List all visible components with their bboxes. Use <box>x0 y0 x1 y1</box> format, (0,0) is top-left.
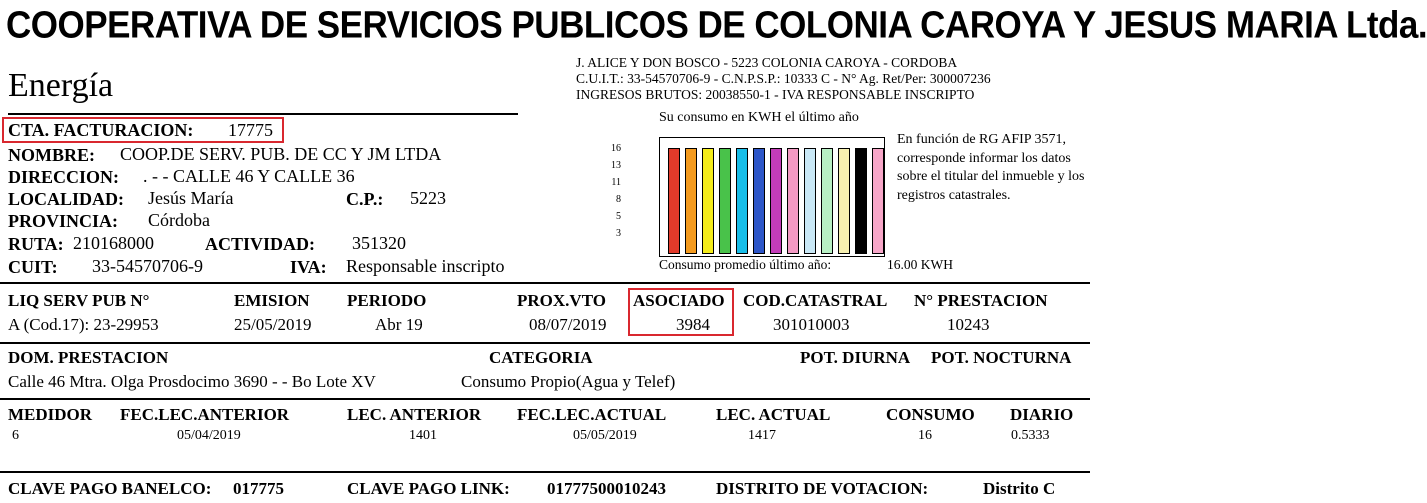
iva-label: IVA: <box>290 257 327 277</box>
consumption-bar <box>702 148 714 254</box>
asociado-value: 3984 <box>676 315 710 334</box>
cta-value: 17775 <box>228 120 273 140</box>
liq-header: LIQ SERV PUB N° <box>8 291 150 310</box>
medidor-header: MEDIDOR <box>8 405 93 424</box>
consumption-bar <box>872 148 884 254</box>
distrito-label: DISTRITO DE VOTACION: <box>716 479 929 498</box>
prestacion-header: N° PRESTACION <box>914 291 1048 310</box>
consumption-chart <box>659 137 885 257</box>
consumption-bar <box>736 148 748 254</box>
diario-value: 0.5333 <box>1011 428 1050 443</box>
banelco-label: CLAVE PAGO BANELCO: <box>8 479 212 498</box>
address-line-2: C.U.I.T.: 33-54570706-9 - C.N.P.S.P.: 10333 C - N° Ag. Ret/Per: 300007236 <box>576 71 991 86</box>
link-label: CLAVE PAGO LINK: <box>347 479 510 498</box>
prox-vto-header: PROX.VTO <box>517 291 606 310</box>
banelco-value: 017775 <box>233 479 284 498</box>
fec-lec-anterior-header: FEC.LEC.ANTERIOR <box>120 405 290 424</box>
cod-catastral-value: 301010003 <box>773 315 850 334</box>
ruta-value: 210168000 <box>73 233 154 253</box>
cod-catastral-header: COD.CATASTRAL <box>743 291 888 310</box>
lec-actual-value: 1417 <box>748 428 776 443</box>
cp-label: C.P.: <box>346 189 384 209</box>
provincia-label: PROVINCIA: <box>8 211 118 231</box>
cta-label: CTA. FACTURACION: <box>8 120 194 140</box>
pot-nocturna-label: POT. NOCTURNA <box>931 348 1072 367</box>
categoria-value: Consumo Propio(Agua y Telef) <box>461 372 676 391</box>
consumption-bar <box>753 148 765 254</box>
distrito-value: Distrito C <box>983 479 1056 498</box>
consumption-bar <box>821 148 833 254</box>
link-value: 01777500010243 <box>547 479 666 498</box>
consumption-bar <box>804 148 816 254</box>
actividad-label: ACTIVIDAD: <box>205 234 316 254</box>
periodo-header: PERIODO <box>347 291 427 310</box>
cp-value: 5223 <box>410 188 446 208</box>
direccion-value: . - - CALLE 46 Y CALLE 36 <box>143 166 355 186</box>
actividad-value: 351320 <box>352 233 406 253</box>
dom-prestacion-label: DOM. PRESTACION <box>8 348 169 367</box>
fec-lec-actual-header: FEC.LEC.ACTUAL <box>517 405 667 424</box>
cuit-label: CUIT: <box>8 257 58 277</box>
medidor-value: 6 <box>12 428 19 443</box>
divider <box>0 398 1090 400</box>
provincia-value: Córdoba <box>148 210 210 230</box>
consumo-value: 16 <box>918 428 932 443</box>
divider <box>0 282 1090 284</box>
localidad-value: Jesús María <box>148 188 234 208</box>
chart-footer-label: Consumo promedio último año: <box>659 257 832 272</box>
nombre-label: NOMBRE: <box>8 145 95 165</box>
y-tick: 8 <box>616 194 621 205</box>
periodo-value: Abr 19 <box>375 315 423 334</box>
y-tick: 3 <box>616 228 621 239</box>
iva-value: Responsable inscripto <box>346 256 505 276</box>
localidad-label: LOCALIDAD: <box>8 189 125 209</box>
categoria-label: CATEGORIA <box>489 348 593 367</box>
y-tick: 13 <box>611 160 621 171</box>
fec-lec-actual-value: 05/05/2019 <box>573 428 637 443</box>
consumo-header: CONSUMO <box>886 405 975 424</box>
consumption-bar <box>855 148 867 254</box>
cuit-value: 33-54570706-9 <box>92 256 203 276</box>
consumption-bar <box>770 148 782 254</box>
emision-header: EMISION <box>234 291 310 310</box>
lec-actual-header: LEC. ACTUAL <box>716 405 831 424</box>
afip-note: En función de RG AFIP 3571, corresponde informar los datos sobre el titular del inmueble y los registros catastrales. <box>897 132 1085 203</box>
divider <box>0 342 1090 344</box>
diario-header: DIARIO <box>1010 405 1074 424</box>
consumption-bar <box>668 148 680 254</box>
fec-lec-anterior-value: 05/04/2019 <box>177 428 241 443</box>
lec-anterior-value: 1401 <box>409 428 437 443</box>
y-tick: 16 <box>611 143 621 154</box>
ruta-label: RUTA: <box>8 234 64 254</box>
consumption-bar <box>838 148 850 254</box>
y-tick: 5 <box>616 211 621 222</box>
consumption-bar <box>719 148 731 254</box>
nombre-value: COOP.DE SERV. PUB. DE CC Y JM LTDA <box>120 144 442 164</box>
chart-title: Su consumo en KWH el último año <box>659 110 859 125</box>
company-name: COOPERATIVA DE SERVICIOS PUBLICOS DE COLONIA CAROYA Y JESUS MARIA Ltda. <box>6 4 1427 47</box>
direccion-label: DIRECCION: <box>8 167 120 187</box>
y-tick: 11 <box>611 177 621 188</box>
asociado-header: ASOCIADO <box>633 291 725 310</box>
emision-value: 25/05/2019 <box>234 315 312 334</box>
title-underline <box>8 113 518 115</box>
consumption-bar <box>685 148 697 254</box>
lec-anterior-header: LEC. ANTERIOR <box>347 405 482 424</box>
liq-value: A (Cod.17): 23-29953 <box>8 315 159 334</box>
service-title: Energía <box>8 67 114 104</box>
dom-prestacion-value: Calle 46 Mtra. Olga Prosdocimo 3690 - - Bo Lote XV <box>8 372 376 391</box>
pot-diurna-label: POT. DIURNA <box>800 348 911 367</box>
chart-footer-value: 16.00 KWH <box>887 257 953 272</box>
prox-vto-value: 08/07/2019 <box>529 315 607 334</box>
prestacion-value: 10243 <box>947 315 990 334</box>
consumption-bar <box>787 148 799 254</box>
address-line-3: INGRESOS BRUTOS: 20038550-1 - IVA RESPONSABLE INSCRIPTO <box>576 87 975 102</box>
address-line-1: J. ALICE Y DON BOSCO - 5223 COLONIA CAROYA - CORDOBA <box>576 55 958 70</box>
divider <box>0 471 1090 473</box>
